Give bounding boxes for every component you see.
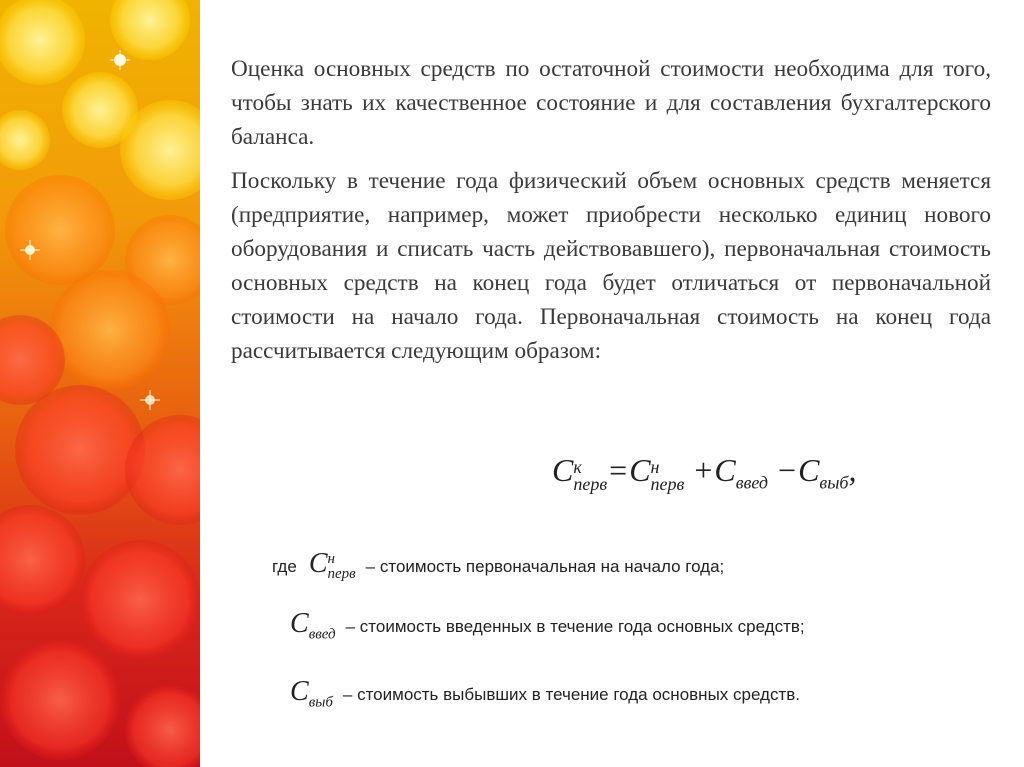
legend-item-initial-start <box>272 548 724 581</box>
legend-text-3: – стоимость выбывших в течение года основных средств. <box>342 685 801 704</box>
decorative-bokeh-panel <box>0 0 200 767</box>
formula-minus: − <box>778 452 797 488</box>
legend-symbol-3: $C_{выб}$ <box>290 676 333 711</box>
legend-text-1: – стоимость первоначальная на начало года; <box>365 557 725 576</box>
legend-item-retired <box>290 676 800 712</box>
formula-initial-cost-end-of-year <box>552 452 856 493</box>
formula-t3-sub: выб <box>819 472 849 493</box>
formula-t1-sup: н <box>650 456 660 477</box>
formula-plus: + <box>694 452 713 488</box>
formula-lhs-sup: к <box>573 456 582 477</box>
formula-comma: , <box>848 452 857 488</box>
formula-t1-indices <box>650 456 685 494</box>
formula-t1-symbol: C <box>629 452 651 488</box>
legend-symbol-1: C н перв <box>308 548 356 582</box>
bokeh-circles <box>0 0 200 767</box>
paragraph-initial-cost: Поскольку в течение года физический объем основных средств меняется (предприятие, например, может приобрести несколько единиц нового оборудования и списать часть действовавшего), первоначальная стоимость основных средств на конец года будет отличаться от первоначальной стоимости на начало года. Первоначальная стоимость на конец года рассчитывается следующим образом: <box>231 168 991 364</box>
formula-t1-sub: перв <box>650 473 685 494</box>
formula-lhs-sub: перв <box>573 473 608 494</box>
formula-t2-sub: введ <box>735 472 769 493</box>
paragraph-residual-value: Оценка основных средств по остаточной стоимости необходима для того, чтобы знать их качественное состояние и для составления бухгалтерского баланса. <box>231 56 991 150</box>
formula-t3-symbol: C <box>798 452 820 488</box>
formula-lhs-symbol: C <box>552 452 574 488</box>
formula-equals: = <box>609 452 628 488</box>
formula-lhs-indices <box>573 456 608 494</box>
formula-t2-symbol: C <box>714 452 736 488</box>
legend-text-2: – стоимость введенных в течение года основных средств; <box>345 617 805 636</box>
slide-body <box>231 52 991 378</box>
legend-item-introduced <box>290 608 805 644</box>
legend-symbol-2: $C_{введ}$ <box>290 608 336 643</box>
legend-where-label: где <box>272 557 297 576</box>
